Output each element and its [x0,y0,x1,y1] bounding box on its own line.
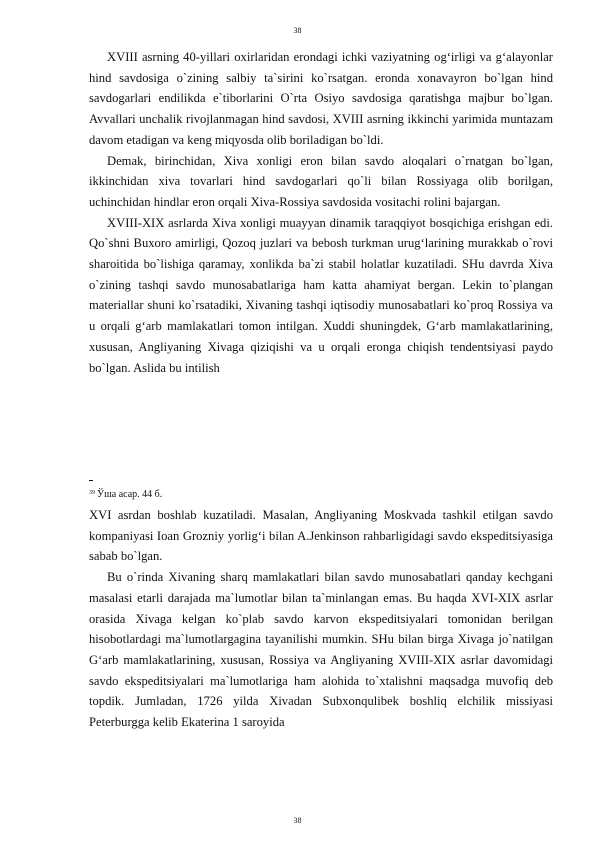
footnote-marker: 39 [89,490,95,496]
page-number-bottom: 38 [293,816,302,825]
footnote-separator [89,480,93,481]
body-text-lower [89,505,553,733]
paragraph: Bu o`rinda Xivaning sharq mamlakatlari bilan savdo munosabatlari qanday kechgani masalasi etarli darajada ma`lumotlar bilan ta`minlangan emas. Bu haqda XVI-XIX asrlar orasida Xivaga kelgan ko`plab savdo karvon ekspeditsiyalari tomonidan berilgan hisobotlardagi ma`lumotlargagina tayanilishi mumkin. SHu bilan birga Xivaga jo`natilgan G‘arb mamlakatlarining, xususan, Rossiya va Angliyaning XVIII-XIX asrlar davomidagi savdo ekspeditsiyalari ma`lumotlariga ham alohida to`xtalishni maqsadga muvofiq deb topdik. Jumladan, 1726 yilda Xivadan Subxonqulibek boshliq elchilik missiyasi Peterburgga kelib Ekaterina 1 saroyida [89,570,553,730]
footnote-text: Ўша асар. 44 б. [97,489,163,500]
paragraph: Demak, birinchidan, Xiva xonligi eron bilan savdo aloqalari o`rnatgan bo`lgan, ikkinchidan xiva tovarlari hind savdogarlari qo`li bilan Rossiyaga olib borilgan, uchinchidan hindlar eron orqali Xiva-Rossiya savdosida vositachi rolini bajargan. [89,153,553,209]
body-text-upper [89,47,553,378]
page-number-top: 38 [293,26,302,35]
paragraph: XVIII asrning 40-yillari oxirlaridan erondagi ichki vaziyatning og‘irligi va g‘alayonlar hind savdosiga o`zining salbiy ta`sirini ko`rsatgan. eronda xonavayron bo`lgan hind savdogarlari endilikda e`tiborlarini O`rta Osiyo savdosiga qaratishga majbur bo`lgan. Avvallari unchalik rivojlanmagan hind savdosi, XVIII asrning ikkinchi yarimida muntazam davom etadigan va keng miqyosda olib boriladigan bo`ldi. [89,50,553,147]
paragraph: XVIII-XIX asrlarda Xiva xonligi muayyan dinamik taraqqiyot bosqichiga erishgan edi. Qo`shni Buxoro amirligi, Qozoq juzlari va bebosh turkman urug‘larining murakkab o`rovi sharoitida bo`lishiga qaramay, xonlikda ba`zi stabil holatlar kuzatiladi. SHu davrda Xiva o`zining tashqi savdo munosabatlariga ham katta ahamiyat bergan. Lekin to`plangan materiallar shuni ko`rsatadiki, Xivaning tashqi iqtisodiy munosabatlari ko`proq Rossiya va u orqali g‘arb mamlakatlari tomon intilgan. Xuddi shuningdek, G‘arb mamlakatlarining, xususan, Angliyaning Xivaga qiziqishi va u orqali eronga chiqish tendentsiyasi paydo bo`lgan. Aslida bu intilish [89,215,553,375]
footnote [89,487,162,501]
paragraph: XVI asrdan boshlab kuzatiladi. Masalan, Angliyaning Moskvada tashkil etilgan savdo kompaniyasi Ioan Grozniy yorlig‘i bilan A.Jenkinson rahbarligidagi savdo ekspeditsiyasiga sabab bo`lgan. [89,508,553,564]
